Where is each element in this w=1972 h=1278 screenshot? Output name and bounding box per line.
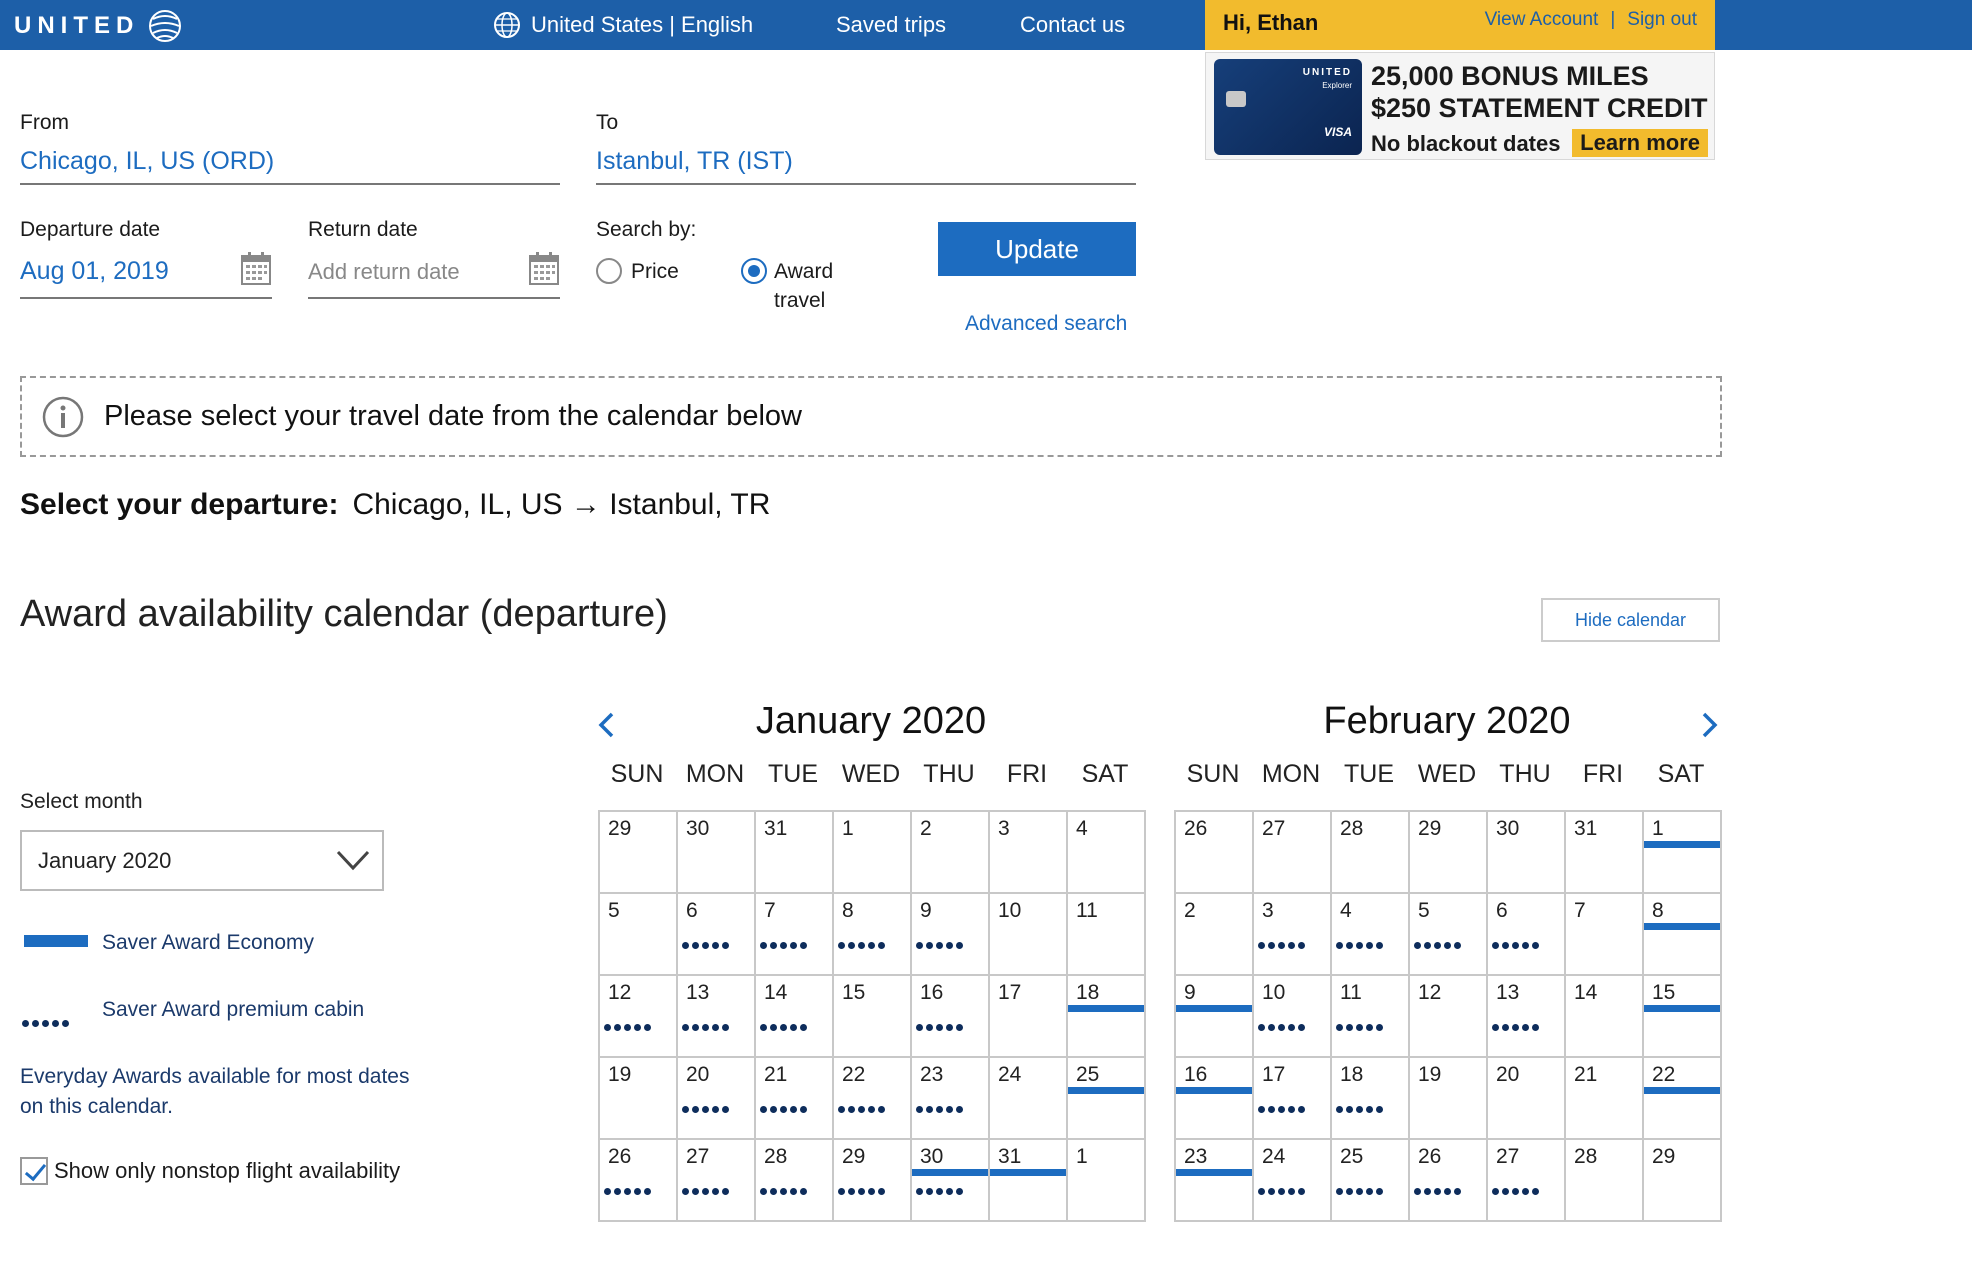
day-number: 28 [764,1145,788,1168]
calendar-day-cell[interactable] [1332,812,1410,894]
select-month-label: Select month [20,790,143,813]
return-date-underline [308,297,560,299]
search-by-label: Search by: [596,218,697,241]
calendar-day-cell[interactable] [990,976,1068,1058]
day-number: 14 [1574,981,1598,1004]
saver-premium-dots [1336,1024,1383,1031]
calendar-day-cell[interactable] [600,976,678,1058]
calendar-day-cell[interactable] [912,812,990,894]
saver-premium-dots [682,1106,729,1113]
calendar-day-cell[interactable] [1332,976,1410,1058]
day-number: 10 [1262,981,1286,1004]
saver-premium-dots [604,1024,651,1031]
day-number: 25 [1076,1063,1100,1086]
day-number: 17 [998,981,1022,1004]
globe-logo-icon [145,9,189,43]
calendar-day-cell[interactable] [600,812,678,894]
month-select-value: January 2020 [38,848,172,873]
saver-premium-dots [760,1024,807,1031]
day-number: 8 [1652,899,1664,922]
day-number: 21 [1574,1063,1598,1086]
nonstop-checkbox[interactable] [20,1157,48,1185]
saver-economy-bar [912,1169,988,1176]
day-number: 25 [1340,1145,1364,1168]
calendar-day-cell[interactable] [834,976,912,1058]
from-field[interactable]: Chicago, IL, US (ORD) [20,147,275,175]
day-number: 20 [1496,1063,1520,1086]
day-number: 15 [842,981,866,1004]
calendar-day-cell[interactable] [1566,976,1644,1058]
departure-date-label: Departure date [20,218,161,241]
calendar-day-cell[interactable] [756,976,834,1058]
calendar-day-cell[interactable] [678,976,756,1058]
calendar-day-cell[interactable] [600,1058,678,1140]
day-number: 2 [1184,899,1196,922]
calendar-day-cell[interactable] [1176,812,1254,894]
day-number: 26 [1418,1145,1442,1168]
day-number: 6 [1496,899,1508,922]
day-number: 28 [1574,1145,1598,1168]
calendar-day-cell[interactable] [1410,812,1488,894]
premium-legend-label: Saver Award premium cabin [102,998,365,1021]
nonstop-checkbox-label: Show only nonstop flight availability [54,1158,401,1183]
card-chip-icon [1226,91,1246,107]
saver-premium-dots [916,1024,963,1031]
day-number: 11 [1076,899,1098,922]
day-number: 29 [1418,817,1442,840]
calendar-day-cell[interactable] [1254,894,1332,976]
day-number: 26 [608,1145,632,1168]
day-number: 8 [842,899,854,922]
day-number: 23 [1184,1145,1208,1168]
info-icon [42,396,84,438]
saver-premium-dots [1336,1188,1383,1195]
weekday-label: MON [685,760,745,788]
locale-selector[interactable] [493,0,753,50]
calendar-day-cell[interactable] [1644,894,1722,976]
day-number: 9 [920,899,932,922]
calendar-day-cell[interactable] [1068,1058,1146,1140]
saver-premium-dots [1258,942,1305,949]
day-number: 14 [764,981,788,1004]
award-radio-label-line2: travel [774,289,826,312]
day-number: 6 [686,899,698,922]
day-number: 26 [1184,817,1208,840]
saved-trips-link[interactable]: Saved trips [836,12,947,37]
saver-economy-bar [1644,923,1720,930]
saver-premium-dots [916,1188,963,1195]
calendar-day-cell[interactable] [1488,812,1566,894]
day-number: 31 [764,817,788,840]
day-number: 30 [920,1145,944,1168]
saver-premium-dots [916,1106,963,1113]
day-number: 13 [686,981,710,1004]
day-number: 19 [608,1063,632,1086]
calendar-day-cell[interactable] [1566,1140,1644,1222]
to-field-underline [596,183,1136,185]
calendar-day-cell[interactable] [912,1058,990,1140]
saver-premium-dots [760,942,807,949]
calendar-day-cell[interactable] [600,894,678,976]
saver-economy-bar [1644,1087,1720,1094]
calendar-day-cell[interactable] [990,1140,1068,1222]
calendar-day-cell[interactable] [1332,1058,1410,1140]
link-separator: | [1610,9,1616,30]
calendar-day-cell[interactable] [678,1140,756,1222]
day-number: 7 [764,899,776,922]
weekday-label: THU [923,760,975,788]
day-number: 30 [1496,817,1520,840]
advanced-search-link[interactable]: Advanced search [965,312,1128,335]
day-number: 3 [998,817,1010,840]
saver-premium-dots [838,1188,885,1195]
calendar-day-cell[interactable] [1068,1140,1146,1222]
calendar-day-cell[interactable] [834,894,912,976]
calendar-day-cell[interactable] [678,812,756,894]
departure-date-underline [20,297,272,299]
calendar-day-cell[interactable] [990,812,1068,894]
weekday-label: WED [841,760,901,788]
day-number: 31 [1574,817,1598,840]
day-number: 22 [1652,1063,1676,1086]
calendar-day-cell[interactable] [1254,812,1332,894]
calendar-title: Award availability calendar (departure) [20,593,668,635]
calendar-day-cell[interactable] [990,1058,1068,1140]
weekday-header-row [598,760,1144,789]
calendar-day-cell[interactable] [1254,976,1332,1058]
day-grid [598,810,1146,1222]
card-product: Explorer [1322,81,1352,90]
calendar-day-cell[interactable] [1488,1140,1566,1222]
weekday-label: WED [1417,760,1477,788]
weekday-label: FRI [1582,760,1624,788]
calendar-day-cell[interactable] [1566,1058,1644,1140]
calendar-day-cell[interactable] [1644,812,1722,894]
saver-premium-dots [1414,942,1461,949]
ad-headline-2: $250 STATEMENT CREDIT [1371,93,1708,123]
day-grid [1174,810,1722,1222]
saver-economy-bar [1176,1169,1252,1176]
calendar-day-cell[interactable] [1644,1140,1722,1222]
weekday-label: TUE [768,760,818,788]
united-logo[interactable] [14,10,189,42]
from-field-underline [20,183,560,185]
top-nav-bar [0,0,1972,50]
month-title-january: January 2020 [755,700,987,742]
calendar-day-cell[interactable] [678,894,756,976]
day-number: 12 [608,981,632,1004]
credit-card-image [1214,59,1362,155]
contact-us-link[interactable]: Contact us [1020,12,1126,37]
info-message-box [20,376,1722,457]
saver-premium-dots [1492,1188,1539,1195]
day-number: 29 [608,817,632,840]
day-number: 1 [1076,1145,1088,1168]
saver-premium-dots [838,1106,885,1113]
view-account-link[interactable]: View Account [1484,9,1599,30]
saver-premium-dots [682,1024,729,1031]
info-message-text: Please select your travel date from the calendar below [104,400,802,432]
day-number: 24 [1262,1145,1286,1168]
calendar-day-cell[interactable] [1068,976,1146,1058]
day-number: 9 [1184,981,1196,1004]
return-date-label: Return date [308,218,418,241]
weekday-label: SAT [1081,760,1129,788]
day-number: 20 [686,1063,710,1086]
logo-text: UNITED [14,12,140,39]
calendar-day-cell[interactable] [1332,894,1410,976]
card-network: VISA [1323,125,1352,139]
saver-premium-dots [1258,1024,1305,1031]
update-button[interactable]: Update [938,222,1136,276]
calendar-day-cell[interactable] [1644,1058,1722,1140]
departure-date-field[interactable]: Aug 01, 2019 [20,257,169,285]
day-number: 18 [1076,981,1100,1004]
saver-economy-bar [1068,1087,1144,1094]
saver-premium-dots [838,942,885,949]
day-number: 2 [920,817,932,840]
to-label: To [596,111,619,134]
day-number: 31 [998,1145,1022,1168]
saver-premium-dots [1258,1188,1305,1195]
price-radio-label: Price [631,260,679,283]
saver-economy-bar [1644,841,1720,848]
learn-more-button[interactable]: Learn more [1572,129,1708,157]
day-number: 27 [1262,817,1286,840]
hide-calendar-button[interactable]: Hide calendar [1541,598,1720,642]
globe-icon [493,11,521,39]
day-number: 7 [1574,899,1586,922]
day-number: 4 [1076,817,1088,840]
calendar-day-cell[interactable] [990,894,1068,976]
day-number: 15 [1652,981,1676,1004]
day-number: 11 [1340,981,1362,1004]
calendar-day-cell[interactable] [1566,812,1644,894]
weekday-label: SUN [610,760,664,788]
month-select[interactable] [20,830,384,891]
calendar-day-cell[interactable] [834,1140,912,1222]
calendar-day-cell[interactable] [1410,894,1488,976]
calendar-day-cell[interactable] [1488,1058,1566,1140]
to-field[interactable]: Istanbul, TR (IST) [596,147,793,175]
calendar-day-cell[interactable] [756,894,834,976]
day-number: 19 [1418,1063,1442,1086]
day-number: 3 [1262,899,1274,922]
day-number: 10 [998,899,1022,922]
calendar-day-cell[interactable] [1254,1058,1332,1140]
weekday-label: FRI [1006,760,1048,788]
saver-premium-dots [1258,1106,1305,1113]
day-number: 17 [1262,1063,1286,1086]
saver-economy-bar [1644,1005,1720,1012]
calendar-day-cell[interactable] [756,1058,834,1140]
saver-premium-dots [760,1106,807,1113]
weekday-header-row [1174,760,1720,789]
from-label: From [20,111,69,134]
calendar-day-cell[interactable] [1410,976,1488,1058]
calendar-icon[interactable] [529,251,559,285]
weekday-label: SUN [1186,760,1240,788]
return-date-field[interactable]: Add return date [308,259,460,284]
day-number: 5 [1418,899,1430,922]
calendar-day-cell[interactable] [1176,976,1254,1058]
day-number: 24 [998,1063,1022,1086]
departure-label: Select your departure: [20,488,339,521]
calendar-day-cell[interactable] [834,812,912,894]
saver-economy-bar [1176,1005,1252,1012]
saver-premium-dots [682,942,729,949]
chevron-down-icon [336,846,370,874]
everyday-awards-note: Everyday Awards available for most dates on this calendar. [20,1065,410,1118]
day-number: 13 [1496,981,1520,1004]
economy-legend-label: Saver Award Economy [102,931,315,954]
day-number: 23 [920,1063,944,1086]
calendar-day-cell[interactable] [1488,894,1566,976]
calendar-day-cell[interactable] [912,1140,990,1222]
saver-premium-dots [1336,942,1383,949]
award-travel-radio[interactable] [741,258,767,284]
weekday-label: SAT [1657,760,1705,788]
day-number: 22 [842,1063,866,1086]
calendar-day-cell[interactable] [1254,1140,1332,1222]
sign-out-link[interactable]: Sign out [1627,9,1697,30]
calendar-day-cell[interactable] [1644,976,1722,1058]
saver-premium-dots [916,942,963,949]
day-number: 27 [1496,1145,1520,1168]
saver-premium-dots [1336,1106,1383,1113]
saver-economy-bar [990,1169,1066,1176]
weekday-label: THU [1499,760,1551,788]
saver-premium-dots [1492,1024,1539,1031]
ad-headline-1: 25,000 BONUS MILES [1371,61,1649,91]
day-number: 16 [920,981,944,1004]
economy-legend-swatch [24,935,88,947]
user-panel [1205,0,1715,50]
day-number: 29 [1652,1145,1676,1168]
ad-subline: No blackout dates [1371,131,1561,156]
day-number: 1 [1652,817,1664,840]
calendar-day-cell[interactable] [1068,894,1146,976]
day-number: 27 [686,1145,710,1168]
day-number: 5 [608,899,620,922]
calendar-day-cell[interactable] [834,1058,912,1140]
saver-economy-bar [1068,1005,1144,1012]
day-number: 12 [1418,981,1442,1004]
calendar-day-cell[interactable] [1176,1058,1254,1140]
user-greeting: Hi, Ethan [1223,10,1319,35]
day-number: 16 [1184,1063,1208,1086]
calendar-day-cell[interactable] [1566,894,1644,976]
saver-premium-dots [1492,942,1539,949]
calendar-day-cell[interactable] [1176,1140,1254,1222]
calendar-icon[interactable] [241,251,271,285]
weekday-label: TUE [1344,760,1394,788]
departure-heading [20,488,770,522]
calendar-day-cell[interactable] [1332,1140,1410,1222]
weekday-label: MON [1261,760,1321,788]
award-radio-label-line1: Award [774,260,834,283]
calendar-day-cell[interactable] [1068,812,1146,894]
day-number: 30 [686,817,710,840]
calendar-day-cell[interactable] [1410,1058,1488,1140]
card-brand: UNITED [1302,67,1352,78]
account-links [1485,9,1697,31]
day-number: 18 [1340,1063,1364,1086]
calendar-day-cell[interactable] [1488,976,1566,1058]
calendar-day-cell[interactable] [912,976,990,1058]
calendar-day-cell[interactable] [912,894,990,976]
calendar-day-cell[interactable] [756,1140,834,1222]
day-number: 1 [842,817,854,840]
saver-premium-dots [1414,1188,1461,1195]
day-number: 29 [842,1145,866,1168]
saver-premium-dots [604,1188,651,1195]
departure-route: Chicago, IL, US → Istanbul, TR [352,488,771,521]
price-radio[interactable] [596,258,622,284]
saver-premium-dots [760,1188,807,1195]
calendar-day-cell[interactable] [678,1058,756,1140]
saver-premium-dots [682,1188,729,1195]
calendar-day-cell[interactable] [600,1140,678,1222]
month-title-february: February 2020 [1323,700,1571,742]
calendar-day-cell[interactable] [1176,894,1254,976]
calendar-day-cell[interactable] [756,812,834,894]
day-number: 4 [1340,899,1352,922]
day-number: 21 [764,1063,788,1086]
day-number: 28 [1340,817,1364,840]
premium-legend-swatch [22,1020,69,1027]
credit-card-ad[interactable] [1205,52,1715,160]
calendar-day-cell[interactable] [1410,1140,1488,1222]
locale-label: United States | English [531,12,754,37]
saver-economy-bar [1176,1087,1252,1094]
